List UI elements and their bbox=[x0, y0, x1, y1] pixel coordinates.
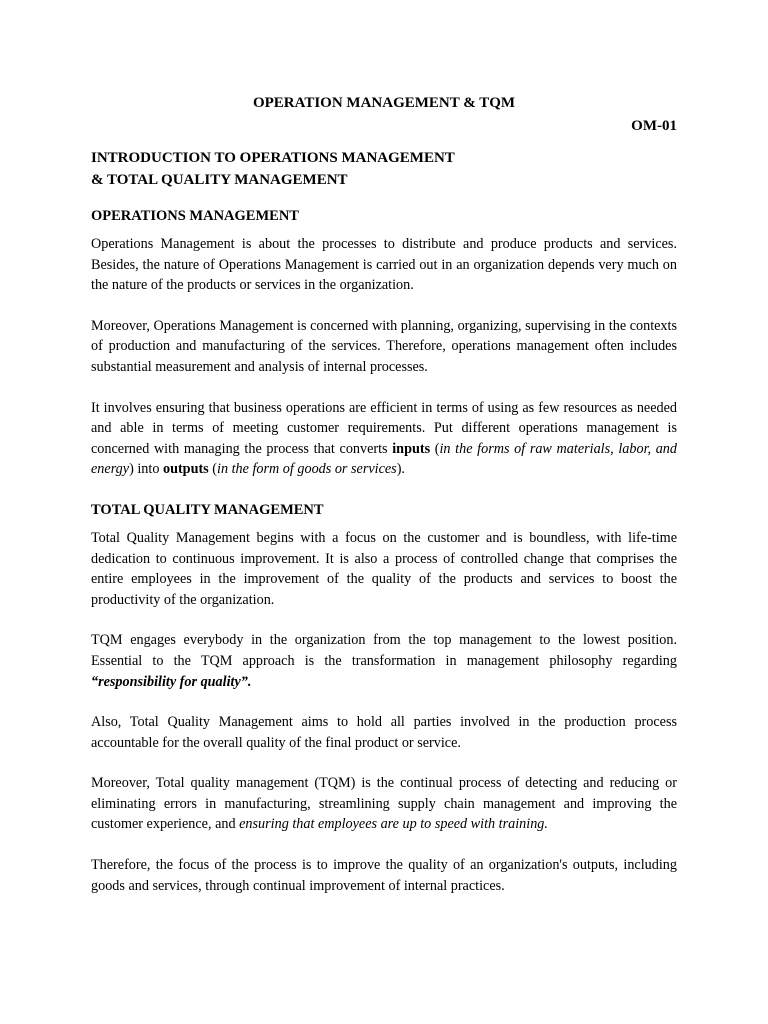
om-p3-text-c: ) into bbox=[129, 461, 163, 478]
om-paragraph-3 bbox=[91, 398, 677, 480]
tqm-paragraph-5: Therefore, the focus of the process is to improve the quality of an organization's outputs, including goods and services, through continual improvement of internal practices. bbox=[91, 857, 677, 894]
responsibility-quote: “responsibility for quality”. bbox=[91, 673, 252, 690]
om-p3-text-e: ). bbox=[396, 461, 405, 478]
om-p3-text-d: ( bbox=[208, 461, 217, 478]
intro-heading-line-1: INTRODUCTION TO OPERATIONS MANAGEMENT bbox=[91, 150, 455, 166]
tqm-paragraph-1: Total Quality Management begins with a focus on the customer and is boundless, with life-time dedication to continuous improvement. It is also a process of controlled change that comprises the entire employees in the improvement of the quality of the products and services to boost the productivity of the organization. bbox=[91, 529, 677, 608]
om-p3-text-a: It involves ensuring that business operations are efficient in terms of using as few resources as needed and able in terms of meeting customer requirements. Put different operations management is concerned with managing the process that converts bbox=[91, 399, 677, 457]
tqm-paragraph-3: Also, Total Quality Management aims to hold all parties involved in the production process accountable for the overall quality of the final product or service. bbox=[91, 714, 677, 751]
tqm-p2-text: TQM engages everybody in the organization from the top management to the lowest position. Essential to the TQM approach is the transformation in management philosophy regarding bbox=[91, 632, 677, 669]
tqm-p4-text: Moreover, Total quality management (TQM) is the continual process of detecting and reducing or eliminating errors in manufacturing, streamlining supply chain management and improving the customer experience, and bbox=[91, 775, 677, 833]
om-p3-text-b: ( bbox=[430, 440, 440, 457]
om-paragraph-2: Moreover, Operations Management is concerned with planning, organizing, supervising in the contexts of production and manufacturing of the services. Therefore, operations management often includes substantial measurement and analysis of internal processes. bbox=[91, 317, 677, 375]
module-code: OM-01 bbox=[631, 118, 677, 134]
om-paragraph-1: Operations Management is about the processes to distribute and produce products and services. Besides, the nature of Operations Management is carried out in an organization depends very much on the nature of the products or services in the organization. bbox=[91, 236, 677, 294]
intro-heading bbox=[91, 147, 677, 191]
outputs-description: in the form of goods or services bbox=[217, 461, 397, 478]
tqm-paragraph-4 bbox=[91, 773, 677, 835]
om-heading: OPERATIONS MANAGEMENT bbox=[91, 208, 299, 224]
inputs-term: inputs bbox=[392, 440, 431, 457]
document-title: OPERATION MANAGEMENT & TQM bbox=[252, 95, 516, 111]
tqm-paragraph-2 bbox=[91, 630, 677, 692]
inputs-description: in the forms of raw materials, labor, and energy bbox=[91, 440, 677, 478]
document-body bbox=[91, 147, 677, 916]
tqm-heading: TOTAL QUALITY MANAGEMENT bbox=[91, 501, 324, 518]
training-emphasis: ensuring that employees are up to speed with training. bbox=[239, 816, 548, 833]
intro-heading-line-2: & TOTAL QUALITY MANAGEMENT bbox=[91, 172, 348, 188]
outputs-term: outputs bbox=[162, 461, 209, 478]
